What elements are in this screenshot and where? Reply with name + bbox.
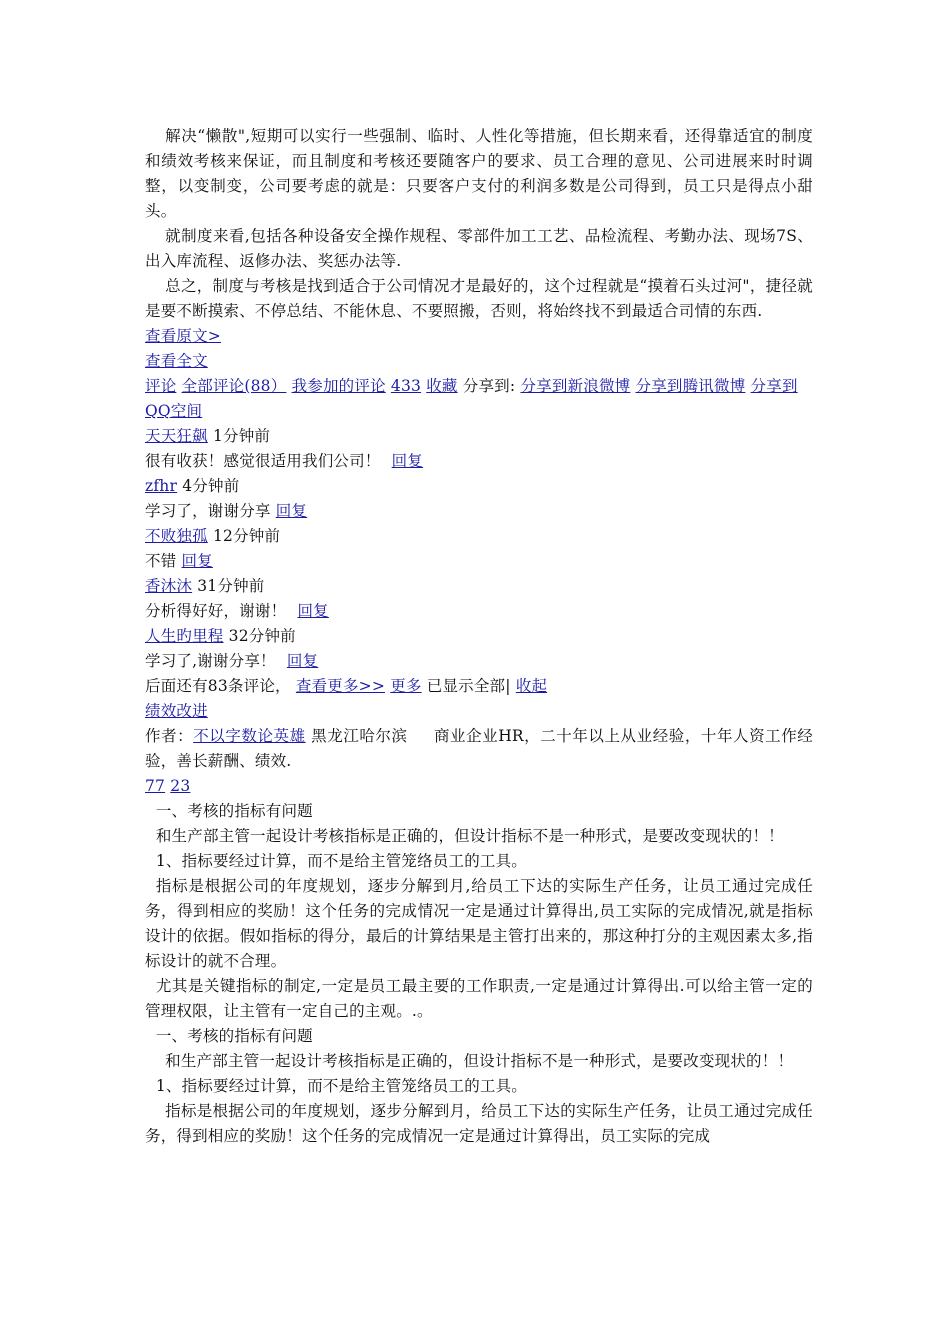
comment-body	[145, 499, 813, 524]
comment-meta	[145, 424, 813, 449]
comment-user-link[interactable]: zfhr	[145, 477, 178, 495]
more-link[interactable]: 更多	[390, 677, 422, 695]
section-heading: 一、考核的指标有问题	[155, 802, 313, 820]
comment-time: 12分钟前	[212, 527, 281, 545]
comment-text: 分析得好好，谢谢！	[145, 602, 287, 620]
share-qq-link[interactable]: 分享到QQ空间	[145, 377, 798, 420]
vote-up-link[interactable]: 77	[145, 777, 166, 795]
reply-link[interactable]: 回复	[286, 652, 319, 670]
share-tencent-link[interactable]: 分享到腾讯微博	[635, 377, 746, 395]
comment-text: 很有收获！感觉很适用我们公司！	[145, 452, 381, 470]
body-paragraph: 指标是根据公司的年度规划，逐步分解到月,给员工下达的实际生产任务，让员工通过完成任务，得到相应的奖励！这个任务的完成情况一定是通过计算得出,员工实际的完成情况,就是指标设计的依据。假如指标的得分，最后的计算结果是主管打出来的，那这种打分的主观因素太多,指标设计的就不合理。	[145, 877, 813, 970]
shown-all-text: 已显示全部|	[426, 677, 511, 695]
my-comments-link[interactable]: 我参加的评论	[291, 377, 386, 395]
view-more-link[interactable]: 查看更多>>	[295, 677, 386, 695]
intro-paragraph-3: 总之，制度与考核是找到适合于公司情况才是最好的，这个过程就是“摸着石头过河"，捷径就是要不断摸索、不停总结、不能休息、不要照搬，否则，将始终找不到最适合司情的东西.	[145, 277, 813, 320]
view-original-row	[145, 324, 813, 349]
comment-text: 学习了，谢谢分享	[145, 502, 271, 520]
document-body	[145, 124, 813, 1149]
body-paragraph: 1、指标要经过计算，而不是给主管笼络员工的工具。	[155, 852, 528, 870]
vote-row	[145, 774, 813, 799]
more-comments-row	[145, 674, 813, 699]
comment-time: 32分钟前	[228, 627, 296, 645]
vote-down-link[interactable]: 23	[170, 777, 191, 795]
comment-user-link[interactable]: 天天狂飙	[145, 427, 208, 445]
body-paragraph: 1、指标要经过计算，而不是给主管笼络员工的工具。	[155, 1077, 528, 1095]
comment-meta	[145, 574, 813, 599]
view-original-link[interactable]: 查看原文>	[145, 327, 221, 345]
collapse-link[interactable]: 收起	[515, 677, 548, 695]
comment-meta	[145, 624, 813, 649]
body-paragraph: 和生产部主管一起设计考核指标是正确的，但设计指标不是一种形式，是要改变现状的！！	[165, 1052, 794, 1070]
comment-user-link[interactable]: 不败独孤	[145, 527, 208, 545]
reply-link[interactable]: 回复	[297, 602, 329, 620]
author-info	[145, 724, 813, 774]
share-sina-link[interactable]: 分享到新浪微博	[520, 377, 631, 395]
more-comments-text: 后面还有83条评论，	[145, 677, 291, 695]
view-full-row	[145, 349, 813, 374]
reply-link[interactable]: 回复	[181, 552, 213, 570]
comment-list	[145, 424, 813, 674]
comment-time: 1分钟前	[212, 427, 271, 445]
comment-text: 学习了,谢谢分享！	[145, 652, 276, 670]
author-name-link[interactable]: 不以字数论英雄	[193, 727, 306, 745]
comment-link[interactable]: 评论	[145, 377, 177, 395]
comment-time: 4分钟前	[182, 477, 240, 495]
comment-body	[145, 649, 813, 674]
body-paragraph: 尤其是关键指标的制定,一定是员工最主要的工作职责,一定是通过计算得出.可以给主管一定的管理权限，让主管有一定自己的主观。.。	[145, 977, 813, 1020]
all-comments-link[interactable]: 全部评论(88）	[181, 377, 287, 395]
intro-paragraph-2: 就制度来看,包括各种设备安全操作规程、零部件加工工艺、品检流程、考勤办法、现场7S、出入库流程、返修办法、奖惩办法等.	[145, 227, 813, 270]
reply-link[interactable]: 回复	[391, 452, 424, 470]
comment-item	[145, 524, 813, 574]
count-link[interactable]: 433	[390, 377, 422, 395]
reply-link[interactable]: 回复	[275, 502, 308, 520]
comment-body	[145, 449, 813, 474]
favorite-link[interactable]: 收藏	[426, 377, 458, 395]
body-paragraph: 和生产部主管一起设计考核指标是正确的，但设计指标不是一种形式，是要改变现状的！！	[155, 827, 784, 845]
comment-item	[145, 474, 813, 524]
body-paragraph: 指标是根据公司的年度规划，逐步分解到月，给员工下达的实际生产任务，让员工通过完成任务，得到相应的奖励！这个任务的完成情况一定是通过计算得出，员工实际的完成	[145, 1102, 813, 1145]
comment-item	[145, 574, 813, 624]
comment-user-link[interactable]: 人生旳里程	[145, 627, 224, 645]
author-label: 作者：	[145, 727, 194, 745]
comment-meta	[145, 524, 813, 549]
comment-text: 不错	[145, 552, 177, 570]
comment-body	[145, 599, 813, 624]
comment-user-link[interactable]: 香沐沐	[145, 577, 193, 595]
intro-paragraph-1: 解决“懒散",短期可以实行一些强制、临时、人性化等措施，但长期来看，还得靠适宜的制度和绩效考核来保证，而且制度和考核还要随客户的要求、员工合理的意见、公司进展来时时调整，以变制变，公司要考虑的就是：只要客户支付的利润多数是公司得到，员工只是得点小甜头。	[145, 127, 813, 220]
section-heading: 一、考核的指标有问题	[155, 1027, 313, 1045]
comment-item	[145, 624, 813, 674]
article-title-link[interactable]: 绩效改进	[145, 702, 208, 720]
author-bio: 商业企业HR，二十年以上从业经验，十年人资工作经验，善长薪酬、绩效.	[145, 727, 813, 770]
comment-item	[145, 424, 813, 474]
comment-body	[145, 549, 813, 574]
comment-meta	[145, 474, 813, 499]
author-location: 黑龙江哈尔滨	[311, 727, 408, 745]
comment-time: 31分钟前	[197, 577, 265, 595]
action-bar	[145, 374, 813, 424]
share-to-label: 分享到:	[462, 377, 516, 395]
view-full-link[interactable]: 查看全文	[145, 352, 208, 370]
article-title-row	[145, 699, 813, 724]
